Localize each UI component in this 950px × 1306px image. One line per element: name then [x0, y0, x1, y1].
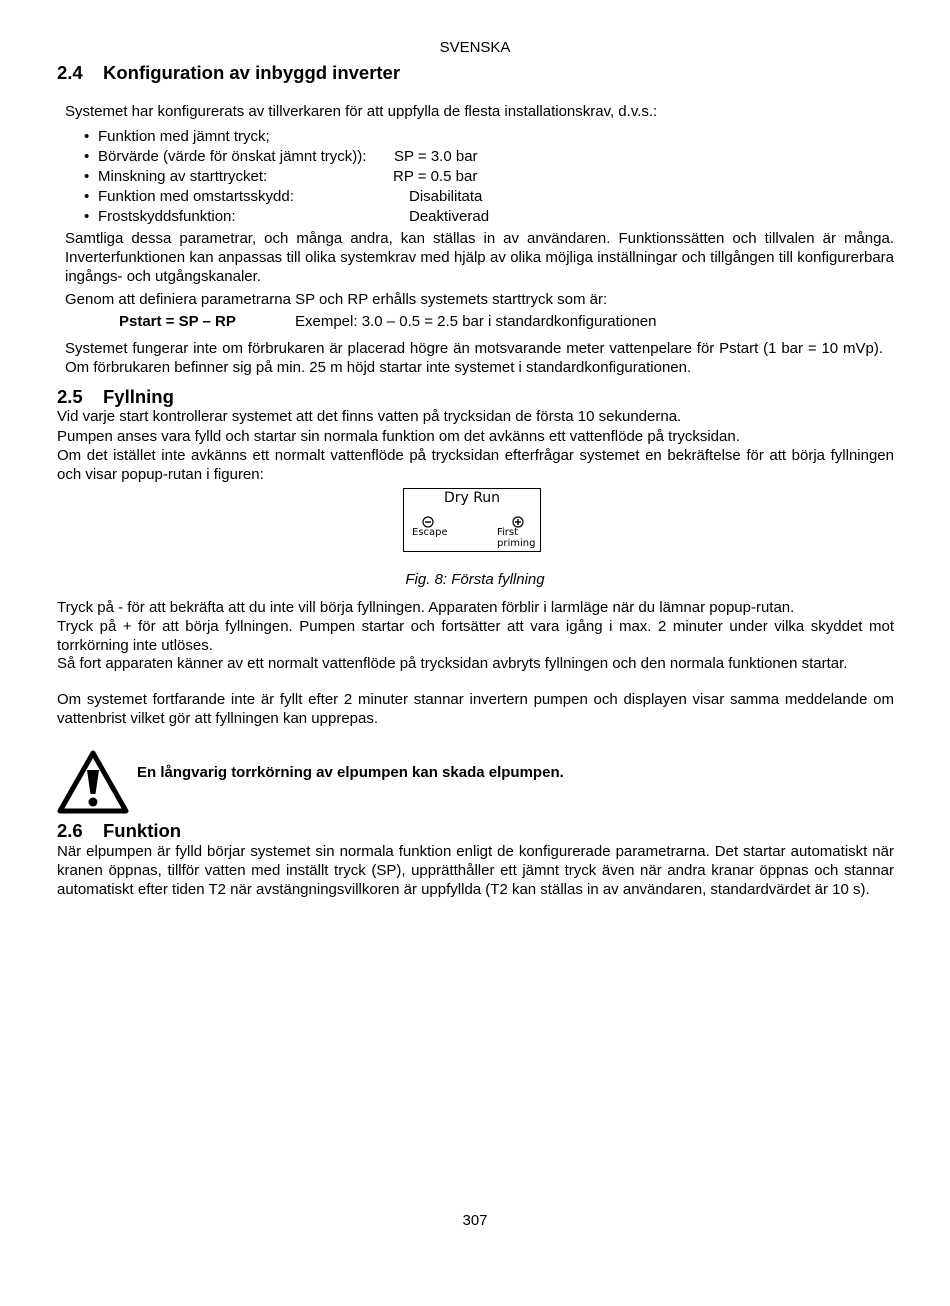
section-number: 2.6	[57, 820, 83, 841]
section-2-6-heading	[57, 820, 181, 842]
section-2-5-para-3: Tryck på + för att börja fyllningen. Pumpen startar och fortsätter att vara igång i max. 2 minuter under vilka skyddet mot torrkörning inte utlöses.	[57, 618, 894, 654]
first-label: First	[497, 527, 519, 538]
section-2-5-para-1: Om det istället inte avkänns ett normalt vattenflöde på trycksidan efterfrågar systemet en bekräftelse för att börja fyllningen och visar popup-rutan i figuren:	[57, 447, 894, 483]
document-page: SVENSKA 2.4 Konfiguration av inbyggd inverter Systemet har konfigurerats av tillverkaren för att uppfylla de flesta installationskrav, d.v.s.: • Funktion med jämnt tryck; • Börvärde (värde för önskat jämnt tryck)): SP = 3.0 bar • Minskning av starttrycket: RP = 0.5 bar • Funktion med omstartsskydd: Disabilitata • Frostskyddsfunktion: Deaktiverad Samtliga dessa parametrar, och många andra, kan ställas in av användaren. Funktionssätten och tillvalen är många. Inverterfunktionen kan anpassas till olika systemkrav med hjälp av olika möjliga inställningar och tillgången till konfigurerbara ingångs- och utgångskanaler. Genom att definiera parametrarna SP och RP erhålls systemets starttryck som är: Pstart = SP – RP Exempel: 3.0 – 0.5 = 2.5 bar i standardkonfigurationen Systemet fungerar inte om förbrukaren är placerad högre än motsvarande meter vattenpelare för Pstart (1 bar = 10 mVp). Om förbrukaren befinner sig på min. 25 m höjd startar inte systemet i standardkonfigurationen. 2.5 Fyllning Vid varje start kontrollerar systemet att det finns vatten på trycksidan de första 10 sekunderna. Pumpen anses vara fylld och startar sin normala funktion om det avkänns ett vattenflöde på trycksidan. Om det istället inte avkänns ett normalt vattenflöde på trycksidan efterfrågar systemet en bekräftelse för att börja fyllningen och visar popup-rutan i figuren: Dry Run Escape First priming Fig. 8: Första fyllning Tryck på - för att bekräfta att du inte vill börja fyllningen. Apparaten förblir i larmläge när du lämnar popup-rutan. Tryck på + för att börja fyllningen. Pumpen startar och fortsätter att vara igång i max. 2 minuter under vilka skyddet mot torrkörning inte utlöses. Så fort apparaten känner av ett normalt vattenflöde på trycksidan avbryts fyllningen och den normala funktionen startar. Om systemet fortfarande inte är fyllt efter 2 minuter stannar invertern pumpen och displayen visar samma meddelande om vattenbrist vilket gör att fyllningen kan upprepas. En långvarig torrkörning av elpumpen kan skada elpumpen. 2.6 Funktion När elpumpen är fylld börjar systemet sin normala funktion enligt de konfigurerade parametrarna. Det startar automatiskt när kranen öppnas, tillför vatten med inställt tryck (SP), upprätthåller ett jämnt tryck även när andra kranar öppnas och stannar automatiskt efter tiden T2 när avstängningsvillkoren är uppfyllda (T2 kan ställas in av användaren, standardvärdet är 10 s). 307	[0, 0, 950, 1306]
plus-circle-icon	[512, 513, 524, 525]
header-language: SVENSKA	[439, 39, 511, 56]
section-title: Fyllning	[103, 386, 174, 407]
section-2-4-intro: Systemet har konfigurerats av tillverkaren för att uppfylla de flesta installationskrav, d.v.s.:	[65, 103, 658, 120]
pstart-formula: Pstart = SP – RP	[119, 313, 236, 330]
section-2-4-para-2: Genom att definiera parametrarna SP och RP erhålls systemets starttryck som är:	[65, 291, 608, 308]
bullet-icon: •	[84, 188, 90, 205]
dry-run-popup	[403, 488, 541, 552]
warning-triangle-icon	[57, 750, 129, 814]
figure-caption: Fig. 8: Första fyllning	[405, 571, 545, 588]
priming-label: priming	[497, 538, 536, 549]
bullet-icon: •	[84, 208, 90, 225]
restart-protection-value: Disabilitata	[409, 188, 483, 205]
section-2-4-para-1: Samtliga dessa parametrar, och många andra, kan ställas in av användaren. Funktionssätten och tillvalen är många. Inverterfunktionen kan anpassas till olika systemkrav med hjälp av olika möjliga inställningar och tillgången till konfigurerbara ingångs- och utgångskanaler.	[65, 230, 894, 285]
setpoint-value: SP = 3.0 bar	[394, 148, 478, 165]
section-number: 2.5	[57, 386, 83, 407]
section-2-5-heading	[57, 386, 174, 408]
section-2-6-para-1: När elpumpen är fylld börjar systemet sin normala funktion enligt de konfigurerade parametrarna. Det startar automatiskt när kranen öppnas, tillför vatten med inställt tryck (SP), upprätthåller ett jämnt tryck även när andra kranar öppnas och stannar automatiskt efter tiden T2 när avstängningsvillkoren är uppfyllda (T2 kan ställas in av användaren, standardvärdet är 10 s).	[57, 843, 894, 898]
section-2-5-line-2: Pumpen anses vara fylld och startar sin normala funktion om det avkänns ett vattenflöde på trycksidan.	[57, 428, 740, 445]
section-2-5-para-2: Tryck på - för att bekräfta att du inte vill börja fyllningen. Apparaten förblir i larmläge när du lämnar popup-rutan.	[57, 599, 795, 616]
frost-protection-value: Deaktiverad	[409, 208, 490, 225]
section-2-5-line-1: Vid varje start kontrollerar systemet att det finns vatten på trycksidan de första 10 sekunderna.	[57, 408, 682, 425]
dry-run-title: Dry Run	[443, 490, 501, 506]
warning-text: En långvarig torrkörning av elpumpen kan skada elpumpen.	[137, 764, 564, 781]
page-number: 307	[462, 1212, 488, 1229]
section-number: 2.4	[57, 62, 83, 83]
minus-circle-icon	[422, 513, 434, 525]
pstart-example: Exempel: 3.0 – 0.5 = 2.5 bar i standardkonfigurationen	[295, 313, 657, 330]
restart-pressure-value: RP = 0.5 bar	[393, 168, 478, 185]
section-2-4-para-3: Systemet fungerar inte om förbrukaren är placerad högre än motsvarande meter vattenpelare för Pstart (1 bar = 10 mVp). Om förbrukaren befinner sig på min. 25 m höjd startar inte systemet i standardkonfigurationen.	[65, 340, 883, 376]
section-2-5-para-4: Så fort apparaten känner av ett normalt vattenflöde på trycksidan avbryts fyllningen och den normala funktionen startar.	[57, 655, 848, 672]
bullet-icon: •	[84, 168, 90, 185]
section-2-4-heading	[57, 62, 400, 84]
bullet-icon: •	[84, 128, 90, 145]
bullet-icon: •	[84, 148, 90, 165]
section-title: Konfiguration av inbyggd inverter	[103, 62, 401, 83]
section-2-5-para-5: Om systemet fortfarande inte är fyllt efter 2 minuter stannar invertern pumpen och displayen visar samma meddelande om vattenbrist vilket gör att fyllningen kan upprepas.	[57, 691, 894, 727]
escape-label: Escape	[412, 527, 448, 538]
section-title: Funktion	[103, 820, 182, 841]
